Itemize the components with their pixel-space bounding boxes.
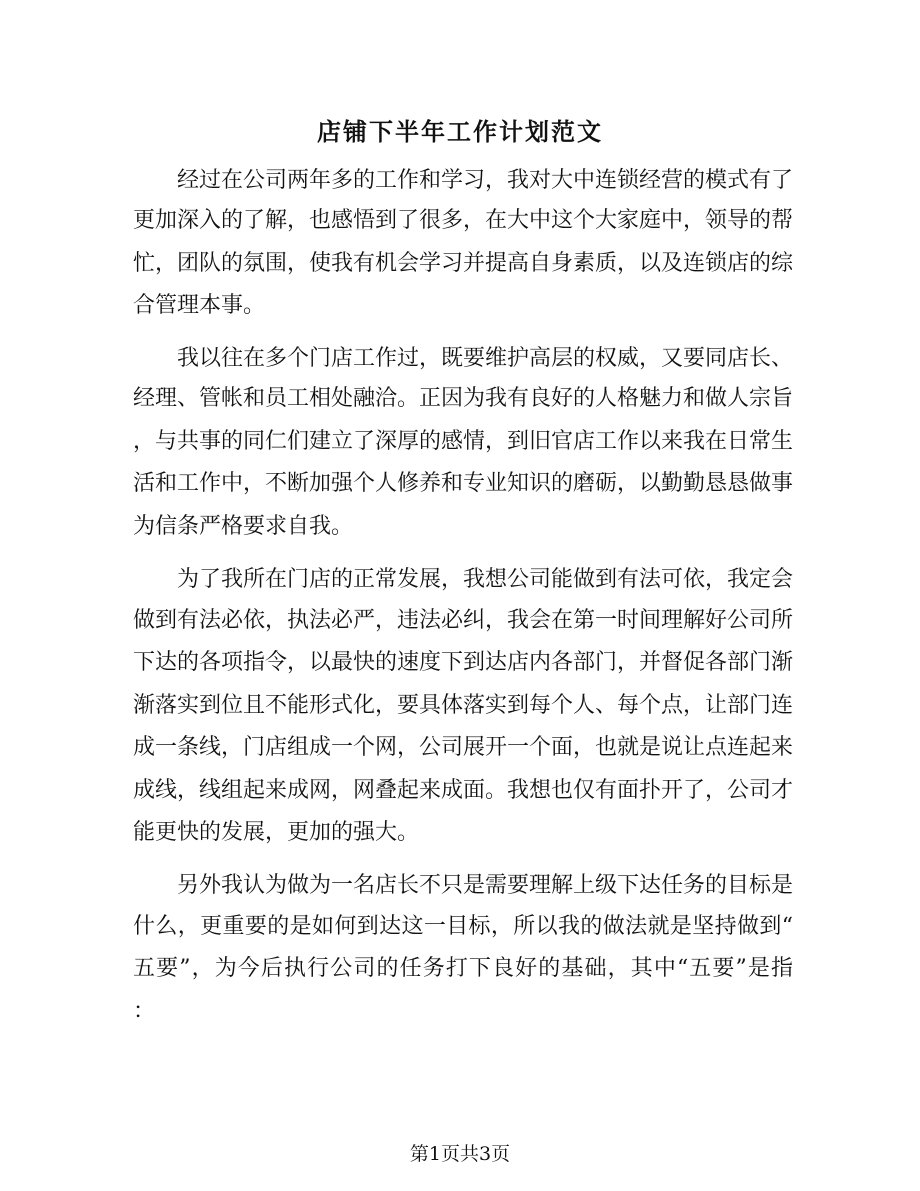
- paragraph-line: 渐落实到位且不能形式化，要具体落实到每个人、每个点，让部门连: [133, 693, 794, 718]
- paragraph-line: 活和工作中，不断加强个人修养和专业知识的磨砺，以勤勤恳恳做事: [133, 471, 794, 496]
- paragraph-line: ：: [133, 999, 156, 1024]
- paragraph-line: 能更快的发展，更加的强大。: [133, 820, 420, 845]
- paragraph-line: 另外我认为做为一名店长不只是需要理解上级下达任务的目标是: [177, 873, 794, 898]
- paragraph-line: 为信条严格要求自我。: [133, 514, 354, 539]
- paragraph-line: 为了我所在门店的正常发展，我想公司能做到有法可依，我定会: [177, 567, 794, 592]
- page-number: 第1页共3页: [409, 1143, 511, 1165]
- paragraph-line: 我以往在多个门店工作过，既要维护高层的权威，又要同店长、: [177, 346, 794, 371]
- paragraph-line: 更加深入的了解，也感悟到了很多，在大中这个大家庭中，领导的帮: [133, 208, 794, 233]
- paragraph-line: 合管理本事。: [133, 293, 266, 318]
- paragraph-line: 做到有法必依，执法必严，违法必纠，我会在第一时间理解好公司所: [133, 608, 794, 633]
- paragraph-line: 忙，团队的氛围，使我有机会学习并提高自身素质，以及连锁店的综: [133, 251, 794, 276]
- paragraph-line: 经理、管帐和员工相处融洽。正因为我有良好的人格魅力和做人宗旨: [133, 386, 794, 411]
- paragraph-line: 成线，线组起来成网，网叠起来成面。我想也仅有面扑开了，公司才: [133, 778, 794, 803]
- paragraph-line: 五要”，为今后执行公司的任务打下良好的基础，其中“五要”是指: [133, 956, 793, 981]
- paragraph-line: 什么，更重要的是如何到达这一目标，所以我的做法就是坚持做到“: [133, 914, 793, 939]
- paragraph-line: ，与共事的同仁们建立了深厚的感情，到旧官店工作以来我在日常生: [133, 429, 794, 454]
- paragraph-line: 经过在公司两年多的工作和学习，我对大中连锁经营的模式有了: [177, 168, 794, 193]
- paragraph-line: 成一条线，门店组成一个网，公司展开一个面，也就是说让点连起来: [133, 735, 794, 760]
- paragraph-line: 下达的各项指令，以最快的速度下到达店内各部门，并督促各部门渐: [133, 650, 794, 675]
- document-title: 店铺下半年工作计划范文: [317, 118, 603, 146]
